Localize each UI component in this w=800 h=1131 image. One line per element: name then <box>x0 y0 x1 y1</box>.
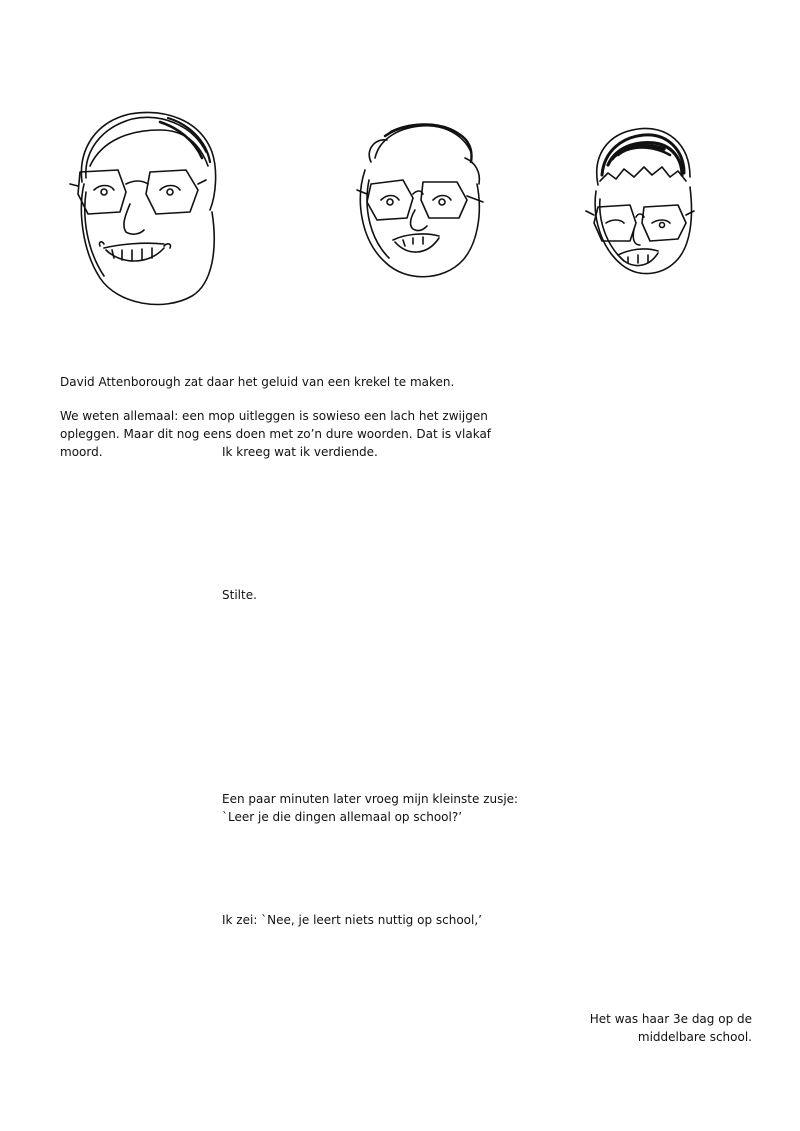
paragraph-line-3: moord. <box>60 445 103 459</box>
question-line-1: Een paar minuten later vroeg mijn kleinste zusje: <box>222 792 519 806</box>
sketched-face-smiling-glasses-icon <box>60 100 230 315</box>
closing-line-2: middelbare school. <box>637 1030 752 1044</box>
paragraph-tail: Ik kreeg wat ik verdiende. <box>222 445 378 459</box>
sketched-face-tilted-glasses-icon <box>335 110 505 295</box>
silence-line: Stilte. <box>222 588 257 602</box>
line-attenborough: David Attenborough zat daar het geluid van een krekel te maken. <box>60 375 455 389</box>
answer-line: Ik zei: `Nee, je leert niets nuttig op school,’ <box>222 913 482 927</box>
question-line-2: `Leer je die dingen allemaal op school?’ <box>222 810 463 824</box>
paragraph-line-1: We weten allemaal: een mop uitleggen is sowieso een lach het zwijgen <box>60 409 488 423</box>
closing-line-1: Het was haar 3e dag op de <box>589 1012 752 1026</box>
sketched-face-grinning-glasses-icon <box>578 115 708 290</box>
paragraph-line-2: opleggen. Maar dit nog eens doen met zo’n dure woorden. Dat is vlakaf <box>60 427 492 441</box>
